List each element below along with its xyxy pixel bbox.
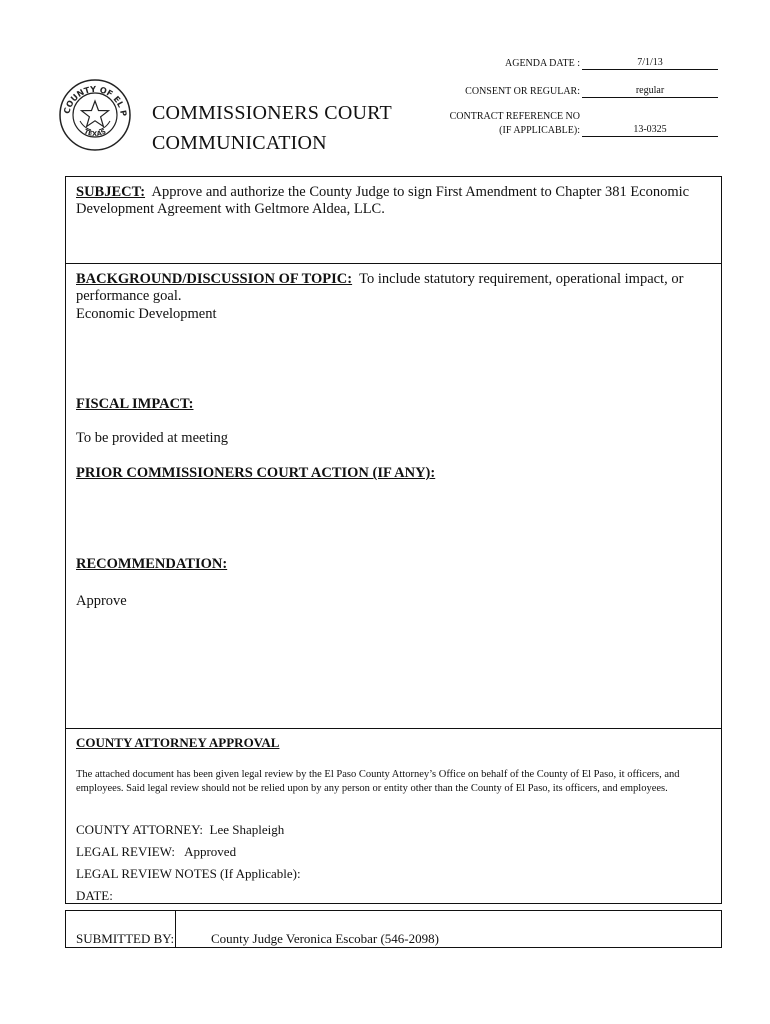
subject-text: Approve and authorize the County Judge to sign First Amendment to Chapter 381 Economic Development Agreement with Geltmore Aldea, LLC. <box>76 184 690 217</box>
legal-review-row <box>76 844 236 860</box>
county-attorney-value: Lee Shapleigh <box>209 822 285 837</box>
fiscal-impact-label: FISCAL IMPACT: <box>76 396 194 412</box>
svg-text:THE COUNTY OF EL PASO <box>58 78 129 117</box>
section-divider-1 <box>65 263 722 264</box>
subject-section <box>76 184 716 218</box>
legal-review-disclaimer: The attached document has been given legal review by the El Paso County Attorney’s Office on behalf of the County of El Paso, it officers, and employees. Said legal review should not be relied upon by any person or entity other than the County of El Paso, its officers, and employees. <box>76 769 680 794</box>
submitted-by-value: County Judge Veronica Escobar (546-2098) <box>211 931 439 946</box>
legal-review-notes-label: LEGAL REVIEW NOTES (If Applicable): <box>76 866 301 881</box>
consent-regular-label: CONSENT OR REGULAR: <box>465 86 580 97</box>
county-attorney-label: COUNTY ATTORNEY: <box>76 822 204 837</box>
contract-if-applicable-label: (IF APPLICABLE): <box>499 125 580 136</box>
recommendation-label: RECOMMENDATION: <box>76 556 228 572</box>
submitted-by-label: SUBMITTED BY: <box>76 931 175 946</box>
prior-action-label: PRIOR COMMISSIONERS COURT ACTION (IF ANY): <box>76 465 436 481</box>
background-instructions: To include statutory requirement, operational impact, or performance goal. <box>76 271 684 304</box>
background-label: BACKGROUND/DISCUSSION OF TOPIC: <box>76 271 353 287</box>
date-label: DATE: <box>76 888 113 903</box>
legal-review-label: LEGAL REVIEW: <box>76 844 176 859</box>
submitted-by-divider <box>175 910 176 948</box>
subject-label: SUBJECT: <box>76 184 146 200</box>
county-attorney-row <box>76 822 284 838</box>
page-title-line-1: COMMISSIONERS COURT <box>152 102 392 124</box>
seal-text-top: COUNTY OF EL P <box>61 83 129 117</box>
fiscal-impact-text: To be provided at meeting <box>76 430 228 446</box>
background-section <box>76 271 716 305</box>
agenda-date-label: AGENDA DATE : <box>505 58 580 69</box>
consent-regular-value: regular <box>582 85 718 98</box>
county-attorney-approval-label: COUNTY ATTORNEY APPROVAL <box>76 735 280 750</box>
page-title-line-2: COMMUNICATION <box>152 132 327 154</box>
contract-reference-value: 13-0325 <box>582 124 718 137</box>
legal-review-value: Approved <box>184 844 237 859</box>
seal-text-bottom: TEXAS <box>82 127 108 138</box>
recommendation-text: Approve <box>76 593 127 609</box>
agenda-date-value: 7/1/13 <box>582 57 718 70</box>
section-divider-2 <box>65 728 722 729</box>
background-text: Economic Development <box>76 306 217 322</box>
contract-reference-label: CONTRACT REFERENCE NO <box>449 111 580 122</box>
svg-text:TEXAS <box>83 127 108 138</box>
county-seal-logo <box>58 78 132 152</box>
